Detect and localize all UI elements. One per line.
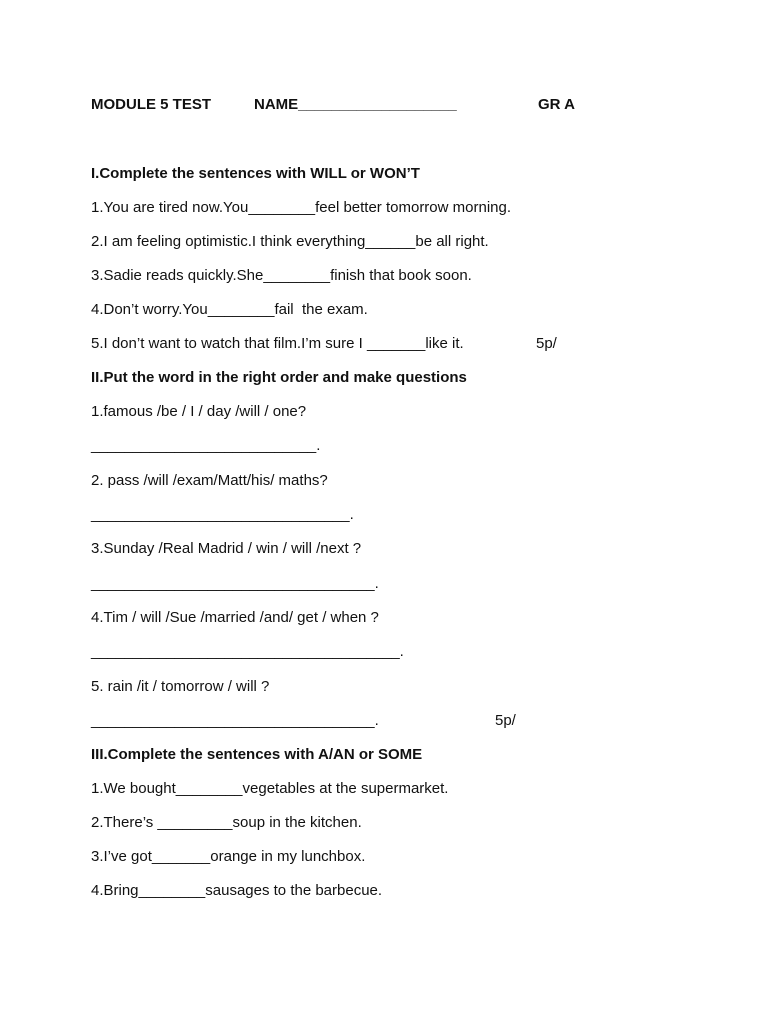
section-3-item: 2.There’s _________soup in the kitchen.	[91, 814, 362, 831]
section-2-prompt: 3.Sunday /Real Madrid / win / will /next ?	[91, 540, 362, 557]
section-2-prompt: 4.Tim / will /Sue /married /and/ get / when ?	[91, 609, 379, 626]
test-title: MODULE 5 TEST	[91, 96, 212, 113]
section-3-heading: III.Complete the sentences with A/AN or SOME	[91, 746, 423, 763]
section-2-prompt: 5. rain /it / tomorrow / will ?	[91, 678, 270, 695]
section-2-points: 5p/	[495, 712, 516, 729]
name-field-label: NAME___________________	[254, 96, 457, 113]
section-2-answer-line: __________________________________.	[91, 712, 379, 729]
section-2-prompt: 2. pass /will /exam/Matt/his/ maths?	[91, 472, 328, 489]
section-2-answer-line: _____________________________________.	[91, 643, 404, 660]
section-2-prompt: 1.famous /be / I / day /will / one?	[91, 403, 307, 420]
section-1-item: 1.You are tired now.You________feel better tomorrow morning.	[91, 199, 512, 216]
section-3-item: 1.We bought________vegetables at the supermarket.	[91, 780, 449, 797]
section-2-answer-line: _______________________________.	[91, 506, 354, 523]
section-2-answer-line: __________________________________.	[91, 575, 379, 592]
section-3-item: 4.Bring________sausages to the barbecue.	[91, 882, 383, 899]
section-1-points: 5p/	[536, 335, 557, 352]
section-3-item: 3.I’ve got_______orange in my lunchbox.	[91, 848, 366, 865]
section-2-answer-line: ___________________________.	[91, 437, 321, 454]
section-2-heading: II.Put the word in the right order and make questions	[91, 369, 467, 386]
section-1-item: 3.Sadie reads quickly.She________finish that book soon.	[91, 267, 472, 284]
section-1-heading: I.Complete the sentences with WILL or WON’T	[91, 165, 420, 182]
section-1-item: 5.I don’t want to watch that film.I’m sure I _______like it.	[91, 335, 464, 352]
section-1-item: 4.Don’t worry.You________fail the exam.	[91, 301, 368, 318]
section-1-item: 2.I am feeling optimistic.I think everything______be all right.	[91, 233, 489, 250]
group-label: GR A	[538, 96, 575, 113]
